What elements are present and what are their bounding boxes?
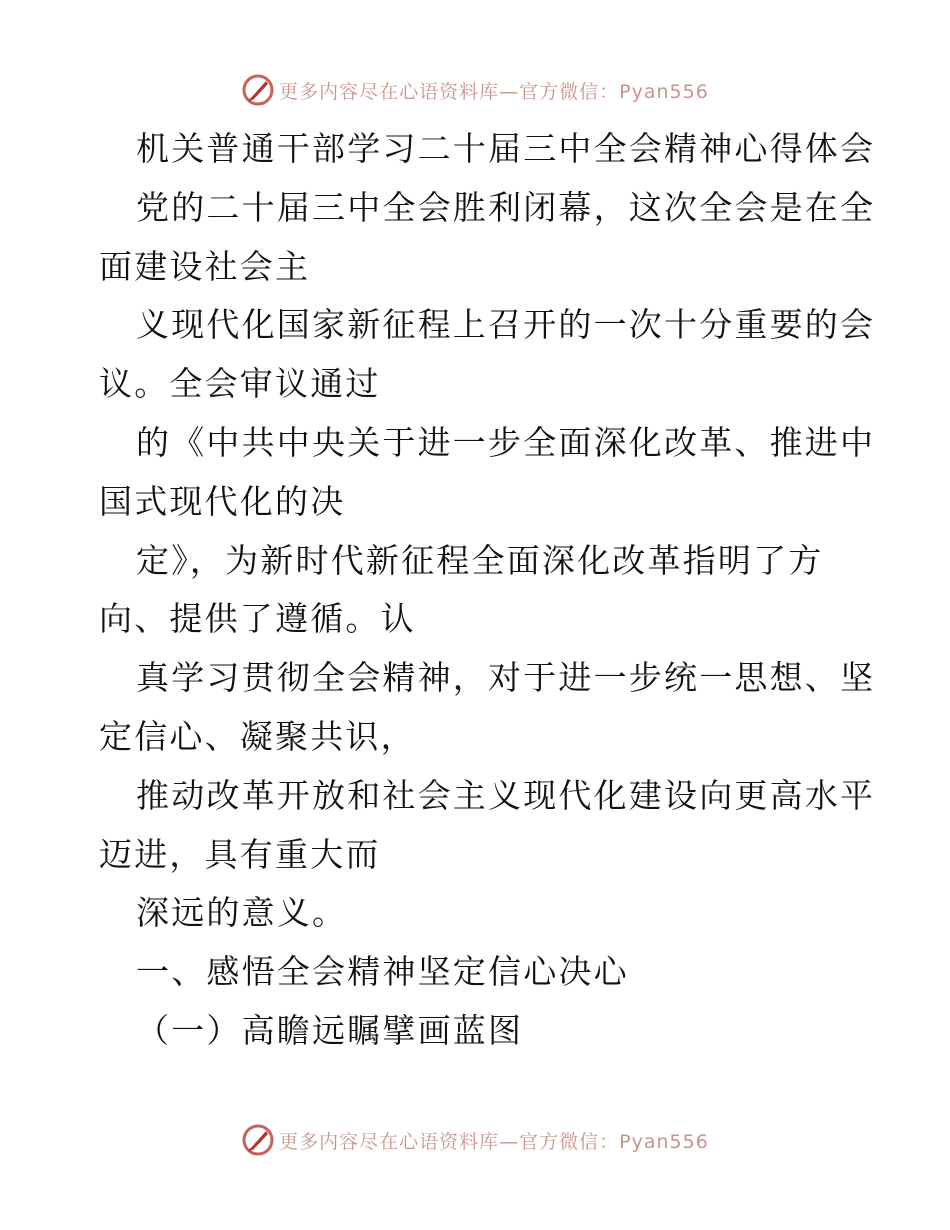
doc-line: 推动改革开放和社会主义现代化建设向更高水平 (136, 775, 876, 815)
doc-line: 议。全会审议通过 (99, 364, 381, 404)
doc-line: 向、提供了遵循。认 (99, 599, 416, 639)
doc-line: 深远的意义。 (136, 893, 348, 933)
quill-logo-icon (241, 1123, 275, 1157)
watermark-text: 更多内容尽在心语资料库—官方微信：Pyan556 (279, 1130, 709, 1153)
doc-line: 国式现代化的决 (99, 481, 346, 521)
doc-line: 定》，为新时代新征程全面深化改革指明了方 (136, 540, 824, 580)
doc-line: 的《中共中央关于进一步全面深化改革、推进中 (136, 422, 876, 462)
subsection-heading: （一）高瞻远瞩擘画蓝图 (136, 1010, 524, 1050)
doc-line: 迈进，具有重大而 (99, 834, 381, 874)
doc-line: 定信心、凝聚共识， (99, 716, 416, 756)
watermark-header (0, 70, 950, 110)
watermark-text: 更多内容尽在心语资料库—官方微信：Pyan556 (279, 80, 709, 103)
quill-logo-icon (241, 73, 275, 107)
section-heading: 一、感悟全会精神坚定信心决心 (136, 952, 629, 992)
doc-line: 面建设社会主 (99, 246, 311, 286)
doc-line: 义现代化国家新征程上召开的一次十分重要的会 (136, 305, 876, 345)
doc-line: 机关普通干部学习二十届三中全会精神心得体会 (136, 129, 876, 168)
doc-line: 党的二十届三中全会胜利闭幕，这次全会是在全 (136, 187, 876, 227)
document-body (99, 120, 876, 1061)
doc-line: 真学习贯彻全会精神，对于进一步统一思想、坚 (136, 658, 876, 698)
watermark-footer (0, 1120, 950, 1160)
